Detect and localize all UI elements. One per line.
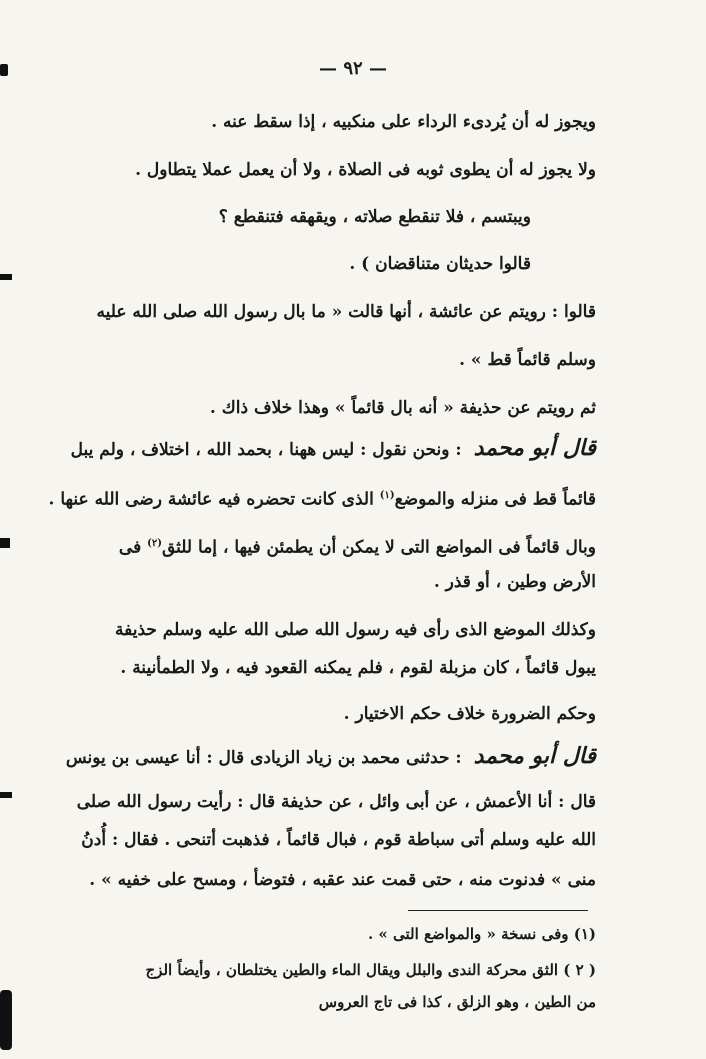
footnote: ( ٢ ) الثق محركة الندى والبلل ويقال الماء والطين يختلطان ، وأيضاً الزج	[145, 961, 596, 979]
paragraph: وكذلك الموضع الذى رأى فيه رسول الله صلى الله عليه وسلم حذيفة	[115, 620, 596, 640]
paragraph-text: وبال قائماً فى المواضع التى لا يمكن أن يطمئن فيها ، إما للثق	[161, 537, 596, 558]
paragraph: الأرض وطين ، أو قذر .	[433, 572, 596, 592]
scan-mark	[0, 274, 12, 280]
scan-mark	[0, 64, 8, 76]
paragraph: ثم رويتم عن حذيفة « أنه بال قائماً » وهذا خلاف ذاك .	[209, 398, 596, 418]
footnote: من الطين ، وهو الزلق ، كذا فى تاج العروس	[318, 993, 596, 1011]
paragraph-text: قائماً قط فى منزله والموضع	[394, 489, 596, 510]
paragraph: ويبتسم ، فلا تنقطع صلاته ، ويقهقه فتنقطع ؟	[218, 207, 531, 227]
paragraph: وسلم قائماً قط » .	[459, 350, 596, 370]
speaker-heading: قال أبو محمد	[473, 743, 596, 769]
paragraph-text: : حدثنى محمد بن زياد الزيادى قال : أنا عيسى بن يونس	[65, 748, 462, 768]
paragraph-text: الذى كانت تحضره فيه عائشة رضى الله عنها .	[48, 489, 374, 510]
paragraph-text: فى	[118, 537, 142, 558]
page-number: — ٩٢ —	[319, 58, 387, 79]
footnote-ref: (٢)	[147, 538, 162, 549]
footnote-divider	[408, 910, 588, 911]
scan-mark	[0, 538, 10, 548]
paragraph: قال : أنا الأعمش ، عن أبى وائل ، عن حذيفة قال : رأيت رسول الله صلى	[76, 792, 596, 812]
paragraph-line	[66, 744, 596, 770]
paragraph: ولا يجوز له أن يطوى ثوبه فى الصلاة ، ولا أن يعمل عملا يتطاول .	[135, 160, 596, 180]
scan-mark	[0, 792, 12, 798]
paragraph: الله عليه وسلم أتى سباطة قوم ، فبال قائماً ، فذهبت أتنحى . فقال : أُدنُ	[81, 830, 596, 850]
paragraph-text: : ونحن نقول : ليس ههنا ، بحمد الله ، اختلاف ، ولم يبل	[70, 440, 462, 460]
scan-mark	[0, 990, 12, 1050]
paragraph-line	[49, 484, 596, 512]
paragraph: وحكم الضرورة خلاف حكم الاختيار .	[343, 704, 596, 724]
paragraph: ويجوز له أن يُردىء الرداء على منكبيه ، إذا سقط عنه .	[211, 112, 596, 132]
footnote-ref: (١)	[379, 490, 395, 501]
footnote: (١) وفى نسخة « والمواضع التى » .	[367, 925, 596, 943]
speaker-heading: قال أبو محمد	[473, 435, 596, 461]
paragraph: يبول قائماً ، كان مزبلة لقوم ، فلم يمكنه القعود فيه ، ولا الطمأنينة .	[120, 658, 596, 678]
paragraph-line	[119, 532, 596, 560]
paragraph: منى » فدنوت منه ، حتى قمت عند عقبه ، فتوضأ ، ومسح على خفيه » .	[89, 870, 596, 890]
paragraph: قالوا حديثان متناقضان ) .	[349, 254, 531, 274]
paragraph-line	[71, 436, 596, 462]
paragraph: قالوا : رويتم عن عائشة ، أنها قالت « ما بال رسول الله صلى الله عليه	[96, 302, 596, 322]
